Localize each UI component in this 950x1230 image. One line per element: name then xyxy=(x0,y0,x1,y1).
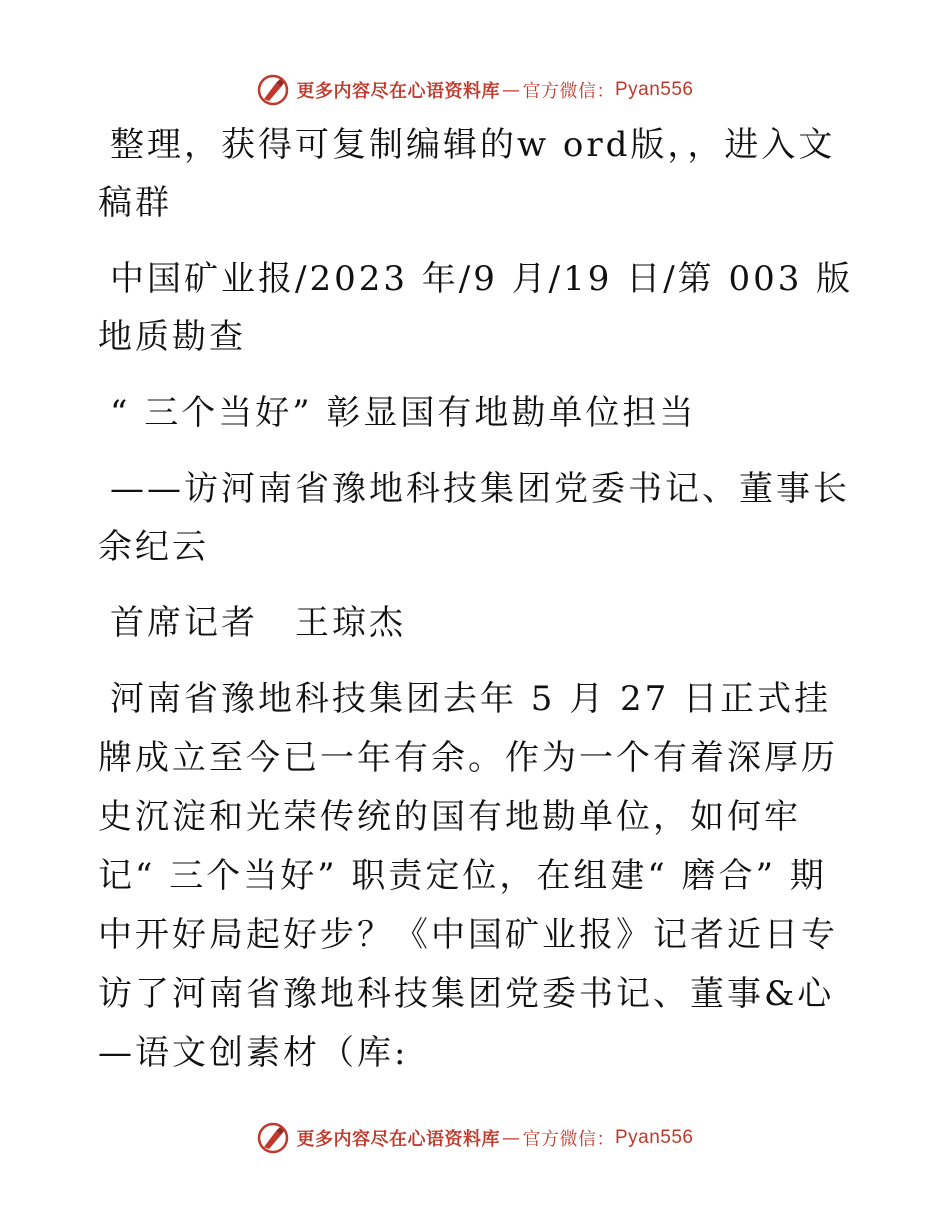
pen-logo-icon xyxy=(256,1121,290,1155)
watermark-text: 更多内容尽在心语资料库 xyxy=(296,1129,500,1150)
watermark-wechat-label: 官方微信： xyxy=(522,81,615,102)
watermark-text: 更多内容尽在心语资料库 xyxy=(296,81,500,102)
watermark-wechat-id: Pyan556 xyxy=(614,79,694,100)
watermark-header xyxy=(0,70,950,110)
intro-note: 整理，获得可复制编辑的w ord版，，进入文稿群 xyxy=(98,125,836,223)
watermark-separator: — xyxy=(501,1127,521,1149)
article-subtitle: ——访河南省豫地科技集团党委书记、董事长余纪云 xyxy=(98,469,850,567)
source-line: 中国矿业报/2023 年/9 月/19 日/第 003 版地质勘查 xyxy=(98,259,854,357)
byline: 首席记者 王琼杰 xyxy=(110,603,406,643)
document-body xyxy=(98,116,858,1101)
watermark-footer xyxy=(0,1118,950,1158)
pen-logo-icon xyxy=(256,73,290,107)
body-paragraph: 河南省豫地科技集团去年 5 月 27 日正式挂牌成立至今已一年有余。作为一个有着深厚历史沉淀和光荣传统的国有地勘单位，如何牢记“ 三个当好” 职责定位，在组建“ 磨合” 期中开好局起好步？《中国矿业报》记者近日专访了河南省豫地科技集团党委书记、董事&心—语文创素材（库: xyxy=(98,679,838,1073)
watermark-separator: — xyxy=(501,79,521,101)
watermark-wechat-id: Pyan556 xyxy=(614,1127,694,1148)
watermark-wechat-label: 官方微信： xyxy=(522,1129,615,1150)
article-title: “ 三个当好” 彰显国有地勘单位担当 xyxy=(110,393,697,433)
